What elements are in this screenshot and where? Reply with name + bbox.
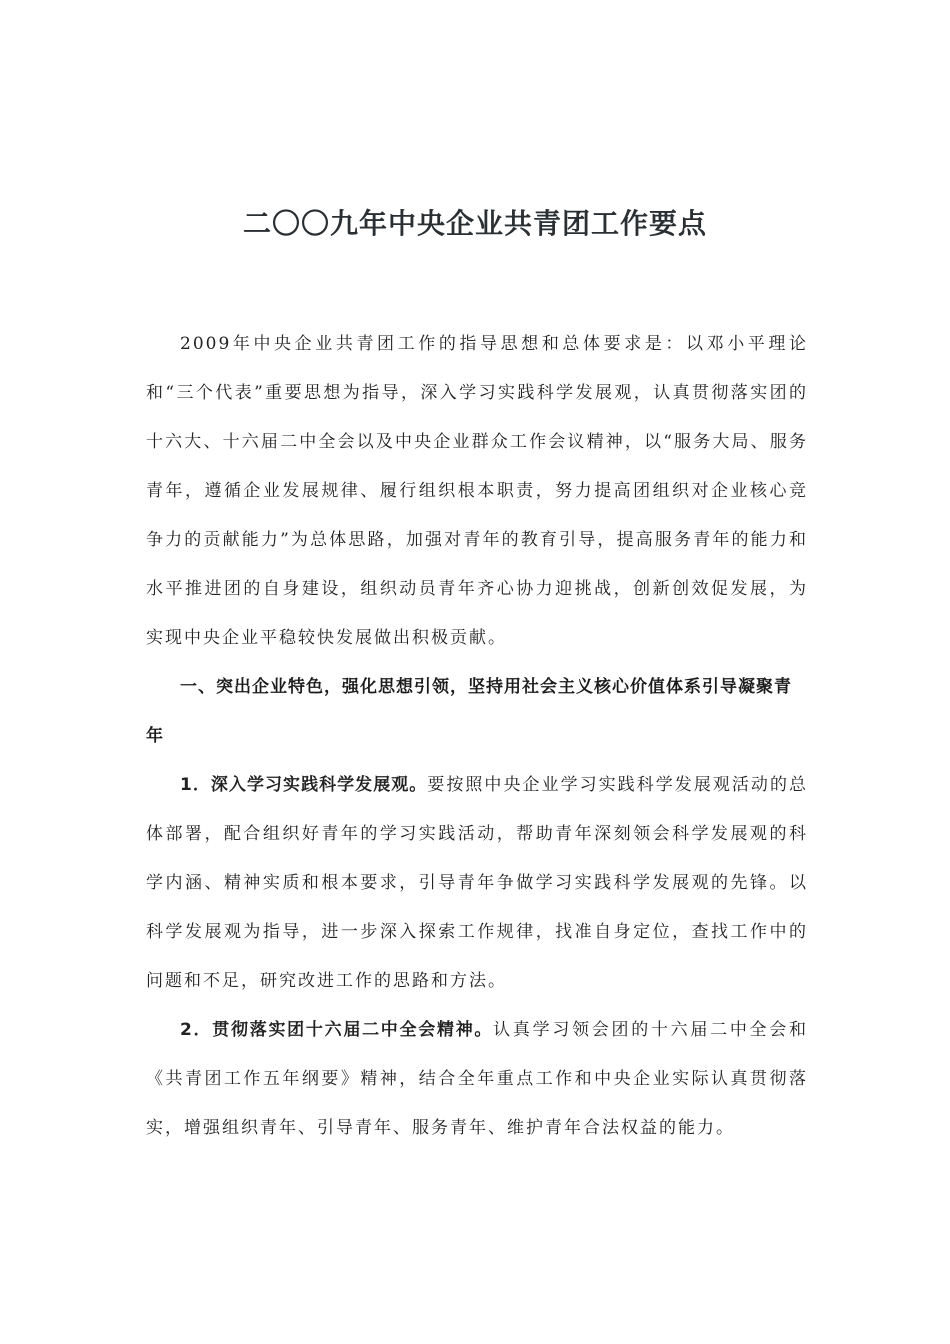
item-2-paragraph	[146, 1006, 808, 1153]
section-heading-1: 一、突出企业特色，强化思想引领，坚持用社会主义核心价值体系引导凝聚青年	[146, 677, 792, 746]
intro-paragraph: 2009年中央企业共青团工作的指导思想和总体要求是：以邓小平理论和“三个代表”重要思想为指导，深入学习实践科学发展观，认真贯彻落实团的十六大、十六届二中全会以及中央企业群众工作会议精神，以“服务大局、服务青年，遵循企业发展规律、履行组织根本职责，努力提高团组织对企业核心竞争力的贡献能力”为总体思路，加强对青年的教育引导，提高服务青年的能力和水平推进团的自身建设，组织动员青年齐心协力迎挑战，创新创效促发展，为实现中央企业平稳较快发展做出积极贡献。	[146, 334, 808, 648]
item-2-text: 认真学习领会团的十六届二中全会和《共青团工作五年纲要》精神，结合全年重点工作和中央企业实际认真贯彻落实，增强组织青年、引导青年、服务青年、维护青年合法权益的能力。	[146, 1020, 809, 1138]
document-title: 二〇〇九年中央企业共青团工作要点	[242, 207, 707, 240]
item-2-lead: 2．贯彻落实团十六届二中全会精神。	[180, 1020, 494, 1040]
document-body	[146, 320, 808, 1153]
item-1-lead: 1．深入学习实践科学发展观。	[180, 775, 428, 795]
item-1-paragraph	[146, 761, 808, 1006]
item-1-text: 要按照中央企业学习实践科学发展观活动的总体部署，配合组织好青年的学习实践活动，帮助青年深刻领会科学发展观的科学内涵、精神实质和根本要求，引导青年争做学习实践科学发展观的先锋。以科学发展观为指导，进一步深入探索工作规律，找准自身定位，查找工作中的问题和不足，研究改进工作的思路和方法。	[146, 775, 809, 991]
